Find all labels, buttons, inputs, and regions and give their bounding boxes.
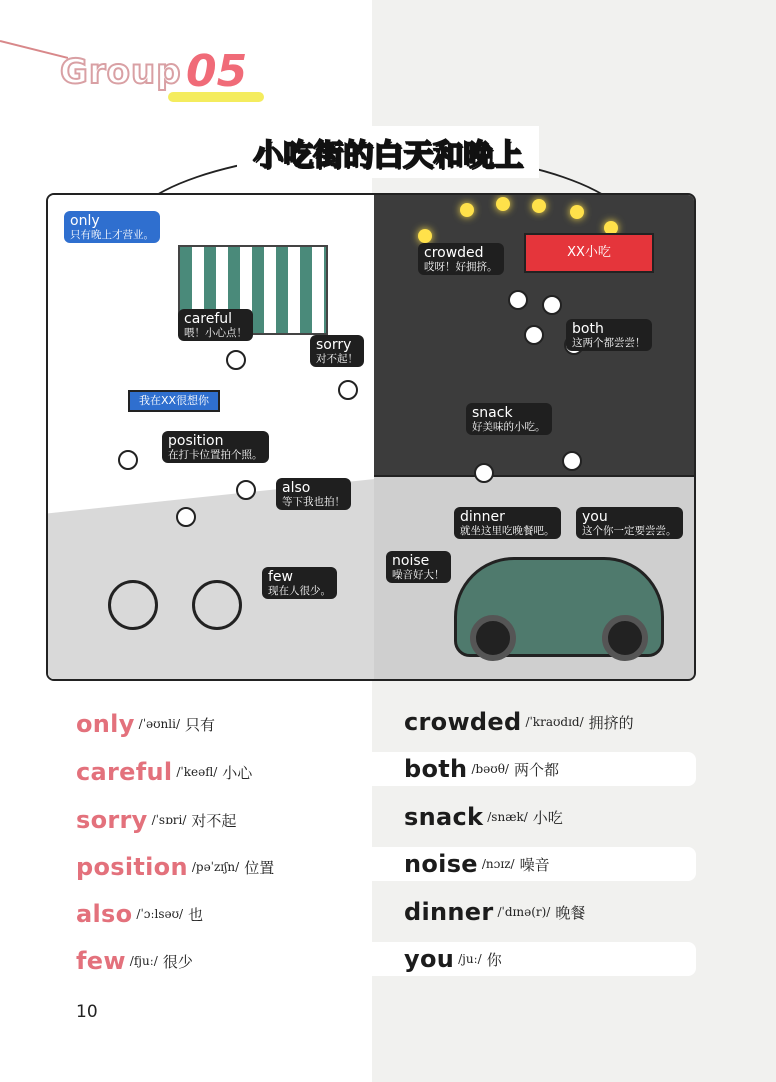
vocab-item: few /fjuː/ 很少: [76, 947, 193, 975]
page-number: 10: [76, 1002, 98, 1022]
character-head: [338, 380, 358, 400]
character-head: [236, 480, 256, 500]
character-head: [508, 290, 528, 310]
vocab-item: you /juː/ 你: [372, 942, 696, 976]
light-bulb: [570, 205, 584, 219]
character-head: [474, 463, 494, 483]
decorative-line: [0, 40, 68, 59]
car-wheel-front: [602, 615, 648, 661]
character-head: [524, 325, 544, 345]
light-bulb: [496, 197, 510, 211]
vocab-item: sorry /ˈsɒri/ 对不起: [76, 806, 237, 834]
bubble-dinner: dinner 就坐这里吃晚餐吧。: [454, 507, 561, 539]
character-head: [118, 450, 138, 470]
vocab-item: dinner /ˈdɪnə(r)/ 晚餐: [404, 898, 586, 926]
character-head: [176, 507, 196, 527]
bike-wheel-front: [192, 580, 242, 630]
group-label: Group: [60, 52, 182, 92]
vocab-item: both /bəʊθ/ 两个都: [372, 752, 696, 786]
bubble-both: both 这两个都尝尝！: [566, 319, 652, 351]
bubble-position: position 在打卡位置拍个照。: [162, 431, 269, 463]
bubble-only: only 只有晚上才营业。: [64, 211, 160, 243]
vocab-item: careful /ˈkeəfl/ 小心: [76, 758, 253, 786]
character-head: [542, 295, 562, 315]
bike-wheel-rear: [108, 580, 158, 630]
vocab-item: also /ˈɔːlsəʊ/ 也: [76, 900, 204, 928]
snack-shop-sign: XX小吃: [524, 233, 654, 273]
character-head: [562, 451, 582, 471]
bubble-noise: noise 噪音好大！: [386, 551, 451, 583]
bicycle: [108, 550, 248, 630]
bubble-sorry: sorry 对不起！: [310, 335, 364, 367]
light-bulb: [532, 199, 546, 213]
title-wrapper: [0, 126, 776, 178]
bubble-you: you 这个你一定要尝尝。: [576, 507, 683, 539]
photo-spot-sign: 我在XX很想你: [128, 390, 220, 412]
vocab-item: crowded /ˈkraʊdɪd/ 拥挤的: [404, 708, 634, 736]
bubble-also: also 等下我也拍！: [276, 478, 351, 510]
bubble-few: few 现在人很少。: [262, 567, 337, 599]
vocab-item: noise /nɔɪz/ 噪音: [372, 847, 696, 881]
group-number: 05: [186, 46, 248, 97]
bubble-crowded: crowded 哎呀！好拥挤。: [418, 243, 504, 275]
vocab-item: snack /snæk/ 小吃: [404, 803, 563, 831]
bubble-careful: careful 喂！小心点！: [178, 309, 253, 341]
character-head: [226, 350, 246, 370]
light-bulb: [460, 203, 474, 217]
vocab-item: only /ˈəʊnli/ 只有: [76, 710, 216, 738]
bubble-snack: snack 好美味的小吃。: [466, 403, 552, 435]
illustration-panel: [46, 193, 696, 681]
vocab-item: position /pəˈzɪʃn/ 位置: [76, 853, 275, 881]
page-title: 小吃街的白天和晚上: [237, 126, 539, 178]
light-bulb: [418, 229, 432, 243]
car-wheel-rear: [470, 615, 516, 661]
